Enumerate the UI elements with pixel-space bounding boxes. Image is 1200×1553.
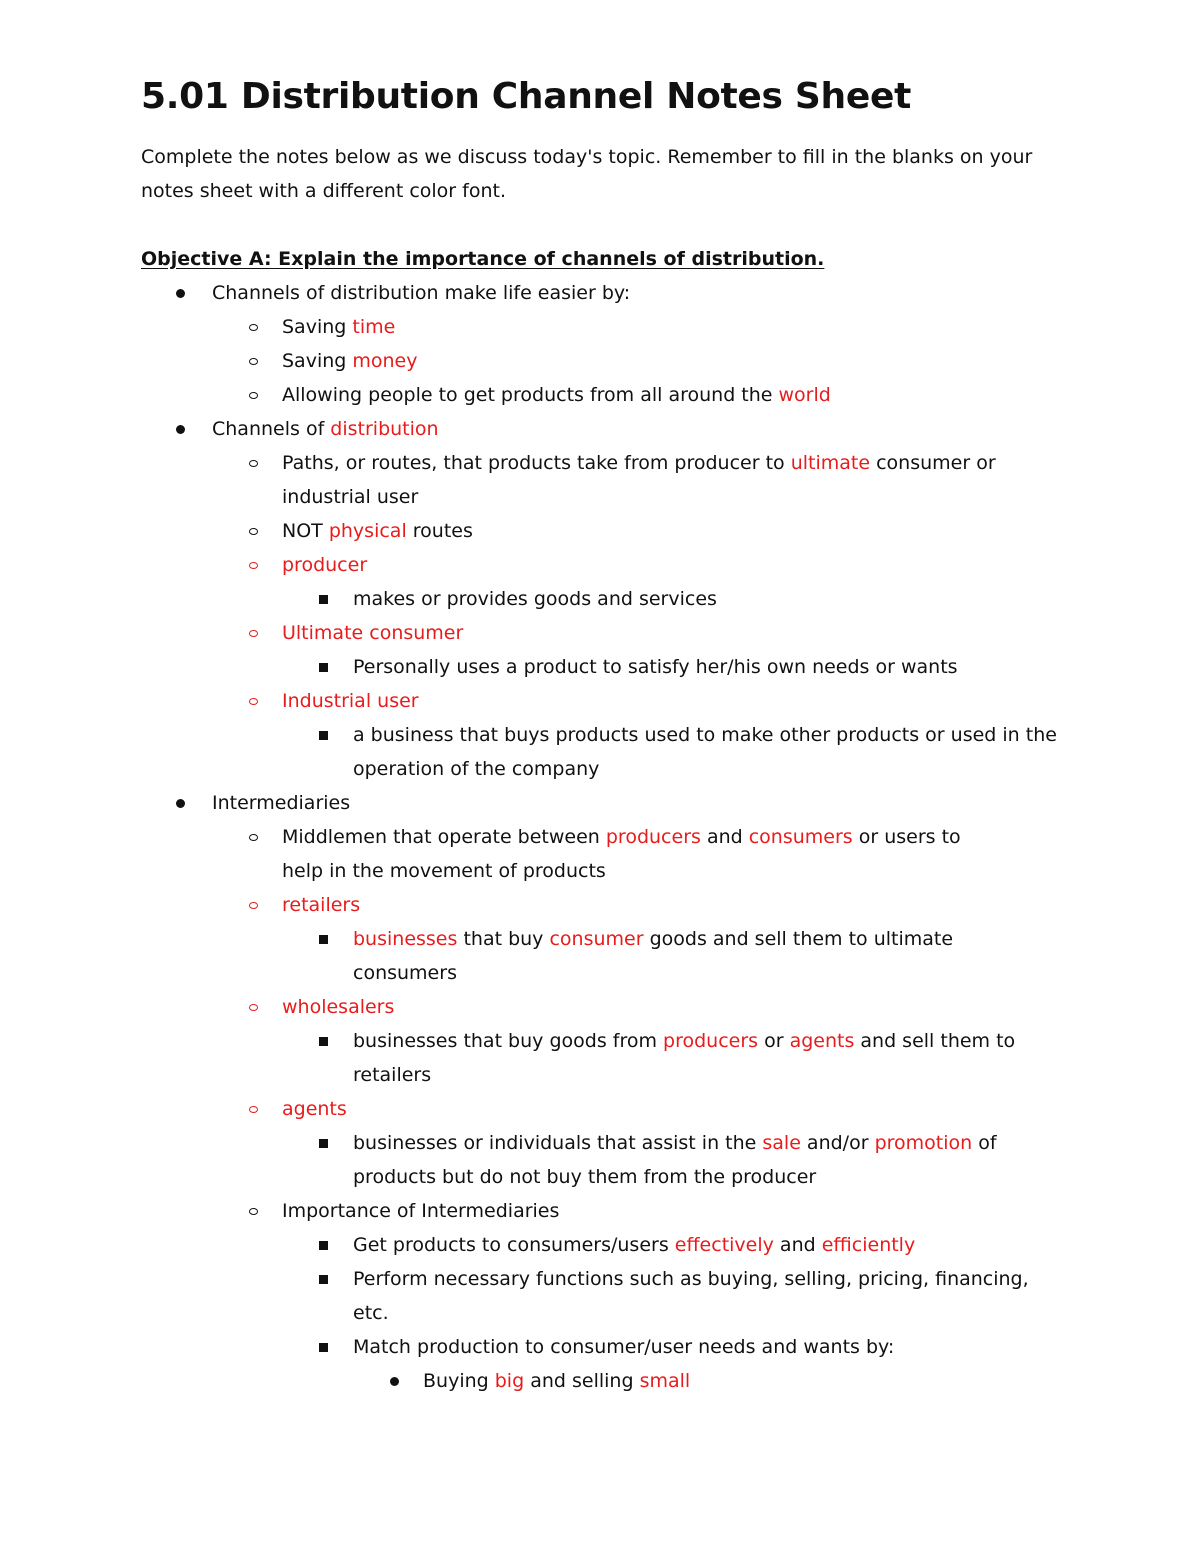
outline-item-text (282, 888, 1002, 922)
answer-text: world (778, 384, 831, 406)
note-text: Get products to consumers/users (353, 1234, 675, 1256)
ring-bullet-icon (246, 344, 260, 378)
note-text: goods and sell them to ultimate consumers (353, 928, 954, 984)
answer-text: physical (328, 520, 407, 542)
answer-text: consumers (748, 826, 853, 848)
outline-item-intermediaries (141, 786, 1071, 820)
note-text: makes or provides goods and services (353, 588, 717, 610)
outline-item-text (353, 650, 1063, 684)
ring-bullet-icon (246, 310, 260, 344)
note-text: and selling (524, 1370, 640, 1392)
ring-bullet-icon (246, 446, 260, 480)
note-text: Channels of (212, 418, 331, 440)
answer-text: promotion (874, 1132, 973, 1154)
note-text: Allowing people to get products from all around the (282, 384, 779, 406)
outline-item-paths-routes (141, 446, 1071, 514)
ring-bullet-icon (246, 378, 260, 412)
answer-text: Industrial user (282, 690, 419, 712)
outline-item-text (212, 418, 439, 440)
note-text: consumer or industrial user (282, 452, 996, 508)
outline-item-text (282, 990, 1002, 1024)
square-bullet-icon (316, 922, 330, 956)
answer-text: retailers (282, 894, 361, 916)
note-text: or (758, 1030, 790, 1052)
note-text: Match production to consumer/user needs and wants by: (353, 1336, 895, 1358)
dot-bullet-icon (173, 786, 187, 820)
notes-outline (141, 276, 1071, 1398)
ring-bullet-icon (246, 888, 260, 922)
outline-item-text (282, 344, 1002, 378)
note-text: and (773, 1234, 822, 1256)
ring-bullet-icon (246, 548, 260, 582)
note-text: Saving (282, 350, 353, 372)
note-text: businesses or individuals that assist in the (353, 1132, 763, 1154)
answer-text: businesses (353, 928, 458, 950)
outline-item-buying-big (141, 1364, 1071, 1398)
note-text: a business that buys products used to make other products or used in the operation of the company (353, 724, 1057, 780)
outline-item-wholesalers-def (141, 1024, 1071, 1092)
answer-text: ultimate (790, 452, 871, 474)
note-text: routes (406, 520, 473, 542)
ring-bullet-icon (246, 514, 260, 548)
answer-text: agents (282, 1098, 347, 1120)
outline-item-text (353, 1330, 1063, 1364)
note-text: Middlemen that operate between (282, 826, 606, 848)
outline-item-channels-make-life-easier (141, 276, 1071, 310)
outline-item-channels-of-distribution (141, 412, 1071, 446)
note-text: and (700, 826, 749, 848)
outline-item-agents-def (141, 1126, 1071, 1194)
square-bullet-icon (316, 650, 330, 684)
outline-item-text (353, 1024, 1063, 1092)
note-text: or users to help in the movement of products (282, 826, 961, 882)
outline-item-retailers (141, 888, 1071, 922)
square-bullet-icon (316, 1024, 330, 1058)
square-bullet-icon (316, 1330, 330, 1364)
answer-text: big (494, 1370, 525, 1392)
answer-text: money (352, 350, 418, 372)
outline-item-perform-functions (141, 1262, 1071, 1330)
ring-bullet-icon (246, 616, 260, 650)
square-bullet-icon (316, 582, 330, 616)
outline-item-saving-time (141, 310, 1071, 344)
answer-text: time (352, 316, 396, 338)
outline-item-text (353, 1228, 1063, 1262)
answer-text: agents (789, 1030, 855, 1052)
outline-item-not-physical (141, 514, 1071, 548)
outline-item-text (423, 1370, 690, 1392)
square-bullet-icon (316, 1262, 330, 1296)
note-text: Personally uses a product to satisfy her/his own needs or wants (353, 656, 958, 678)
outline-item-text (282, 1194, 1002, 1228)
outline-item-get-products (141, 1228, 1071, 1262)
outline-item-text (353, 922, 1063, 990)
outline-item-industrial-user-def (141, 718, 1071, 786)
outline-item-middlemen (141, 820, 1071, 888)
outline-item-text (353, 718, 1063, 786)
answer-text: Ultimate consumer (282, 622, 464, 644)
ring-bullet-icon (246, 990, 260, 1024)
outline-item-producer (141, 548, 1071, 582)
answer-text: effectively (674, 1234, 774, 1256)
answer-text: efficiently (821, 1234, 916, 1256)
outline-item-industrial-user (141, 684, 1071, 718)
note-text: businesses that buy goods from (353, 1030, 664, 1052)
answer-text: sale (762, 1132, 801, 1154)
notes-page (141, 72, 1071, 1398)
dot-bullet-icon (173, 412, 187, 446)
outline-item-match-production (141, 1330, 1071, 1364)
outline-item-wholesalers (141, 990, 1071, 1024)
outline-item-ultimate-consumer (141, 616, 1071, 650)
note-text: Buying (423, 1370, 495, 1392)
answer-text: producers (663, 1030, 759, 1052)
answer-text: producers (605, 826, 701, 848)
outline-item-text (282, 514, 1002, 548)
outline-item-products-from-world (141, 378, 1071, 412)
note-text: and/or (800, 1132, 875, 1154)
note-text: Perform necessary functions such as buying, selling, pricing, financing, etc. (353, 1268, 1029, 1324)
objective-heading: Objective A: Explain the importance of channels of distribution. (141, 248, 825, 270)
outline-item-saving-money (141, 344, 1071, 378)
outline-item-text (282, 1092, 1002, 1126)
ring-bullet-icon (246, 1092, 260, 1126)
outline-item-importance-of-intermediaries (141, 1194, 1071, 1228)
answer-text: small (639, 1370, 691, 1392)
ring-bullet-icon (246, 684, 260, 718)
note-text: Intermediaries (212, 792, 351, 814)
square-bullet-icon (316, 1126, 330, 1160)
intro-paragraph: Complete the notes below as we discuss today's topic. Remember to fill in the blanks on your notes sheet with a different color font. (141, 146, 1033, 202)
outline-item-text (282, 548, 1002, 582)
square-bullet-icon (316, 718, 330, 752)
answer-text: wholesalers (282, 996, 395, 1018)
page-title: 5.01 Distribution Channel Notes Sheet (141, 76, 911, 117)
outline-item-ultimate-consumer-def (141, 650, 1071, 684)
answer-text: consumer (549, 928, 644, 950)
outline-item-text (282, 616, 1002, 650)
outline-item-producer-def (141, 582, 1071, 616)
note-text: Channels of distribution make life easier by: (212, 282, 631, 304)
note-text: of products but do not buy them from the producer (353, 1132, 997, 1188)
note-text: Paths, or routes, that products take from producer to (282, 452, 791, 474)
outline-item-text (282, 378, 1002, 412)
note-text: Importance of Intermediaries (282, 1200, 560, 1222)
outline-item-text (353, 582, 1063, 616)
outline-item-agents (141, 1092, 1071, 1126)
outline-item-text (282, 446, 1002, 514)
outline-item-text (282, 684, 1002, 718)
dot-bullet-icon (387, 1364, 401, 1398)
note-text: that buy (457, 928, 550, 950)
note-text: and sell them to retailers (353, 1030, 1016, 1086)
note-text: NOT (282, 520, 329, 542)
outline-item-text (353, 1126, 1063, 1194)
outline-item-text (282, 820, 1002, 888)
square-bullet-icon (316, 1228, 330, 1262)
outline-item-text (212, 792, 350, 814)
ring-bullet-icon (246, 820, 260, 854)
answer-text: producer (282, 554, 368, 576)
ring-bullet-icon (246, 1194, 260, 1228)
outline-item-text (353, 1262, 1063, 1330)
dot-bullet-icon (173, 276, 187, 310)
outline-item-text (212, 282, 630, 304)
note-text: Saving (282, 316, 353, 338)
outline-item-retailers-def (141, 922, 1071, 990)
answer-text: distribution (330, 418, 439, 440)
outline-item-text (282, 310, 1002, 344)
